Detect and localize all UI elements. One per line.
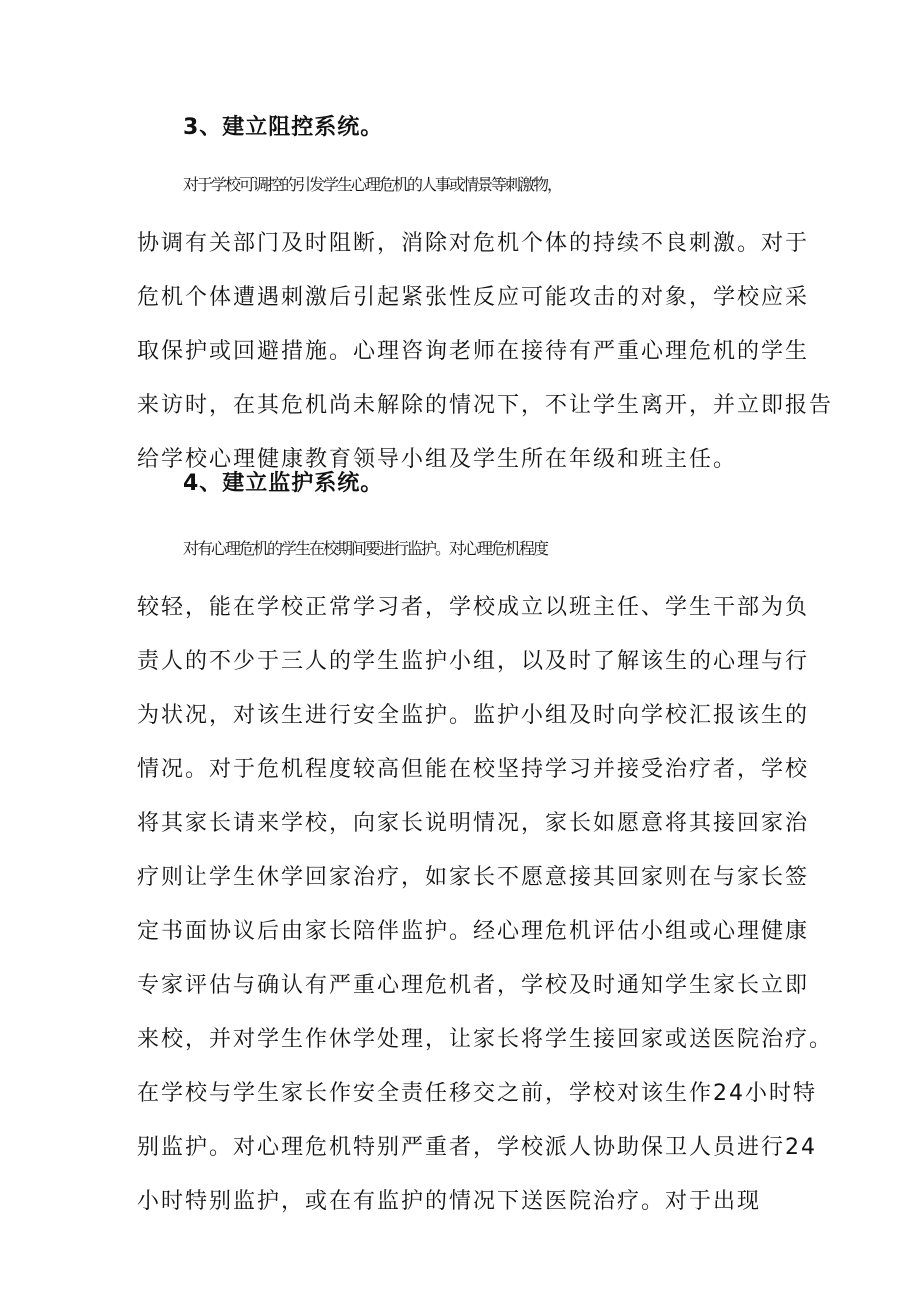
paragraph-line: 对于学校可调控的引发学生心理危机的人事或情景等刺激物，	[183, 175, 562, 194]
paragraph-line: 责人的不少于三人的学生监护小组，以及时了解该生的心理与行	[137, 649, 810, 674]
paragraph-line: 将其家长请来学校，向家长说明情况，家长如愿意将其接回家治	[137, 811, 810, 836]
paragraph-line: 来访时，在其危机尚未解除的情况下，不让学生离开，并立即报告	[137, 393, 834, 418]
paragraph-line: 危机个体遭遇刺激后引起紧张性反应可能攻击的对象，学校应采	[137, 285, 810, 310]
paragraph-line: 情况。对于危机程度较高但能在校坚持学习并接受治疗者，学校	[137, 757, 810, 782]
paragraph-line: 在学校与学生家长作安全责任移交之前，学校对该生作24小时特	[137, 1081, 817, 1106]
paragraph-line: 疗则让学生休学回家治疗，如家长不愿意接其回家则在与家长签	[137, 865, 810, 890]
section-heading-3: 3、建立阻控系统。	[183, 115, 384, 140]
paragraph-line: 对有心理危机的学生在校期间要进行监护。对心理危机程度	[183, 539, 548, 558]
paragraph-line: 定书面协议后由家长陪伴监护。经心理危机评估小组或心理健康	[137, 919, 810, 944]
paragraph-line: 取保护或回避措施。心理咨询老师在接待有严重心理危机的学生	[137, 339, 810, 364]
paragraph-line: 给学校心理健康教育领导小组及学生所在年级和班主任。	[137, 447, 738, 472]
paragraph-line: 专家评估与确认有严重心理危机者，学校及时通知学生家长立即	[137, 973, 810, 998]
paragraph-line: 别监护。对心理危机特别严重者，学校派人协助保卫人员进行24	[137, 1135, 817, 1160]
paragraph-line: 为状况，对该生进行安全监护。监护小组及时向学校汇报该生的	[137, 703, 810, 728]
paragraph-line: 协调有关部门及时阻断，消除对危机个体的持续不良刺激。对于	[137, 231, 810, 256]
section-heading-4: 4、建立监护系统。	[183, 471, 384, 496]
paragraph-line: 较轻，能在学校正常学习者，学校成立以班主任、学生干部为负	[137, 595, 810, 620]
paragraph-line: 小时特别监护，或在有监护的情况下送医院治疗。对于出现	[137, 1189, 762, 1214]
paragraph-line: 来校，并对学生作休学处理，让家长将学生接回家或送医院治疗。	[137, 1027, 834, 1052]
